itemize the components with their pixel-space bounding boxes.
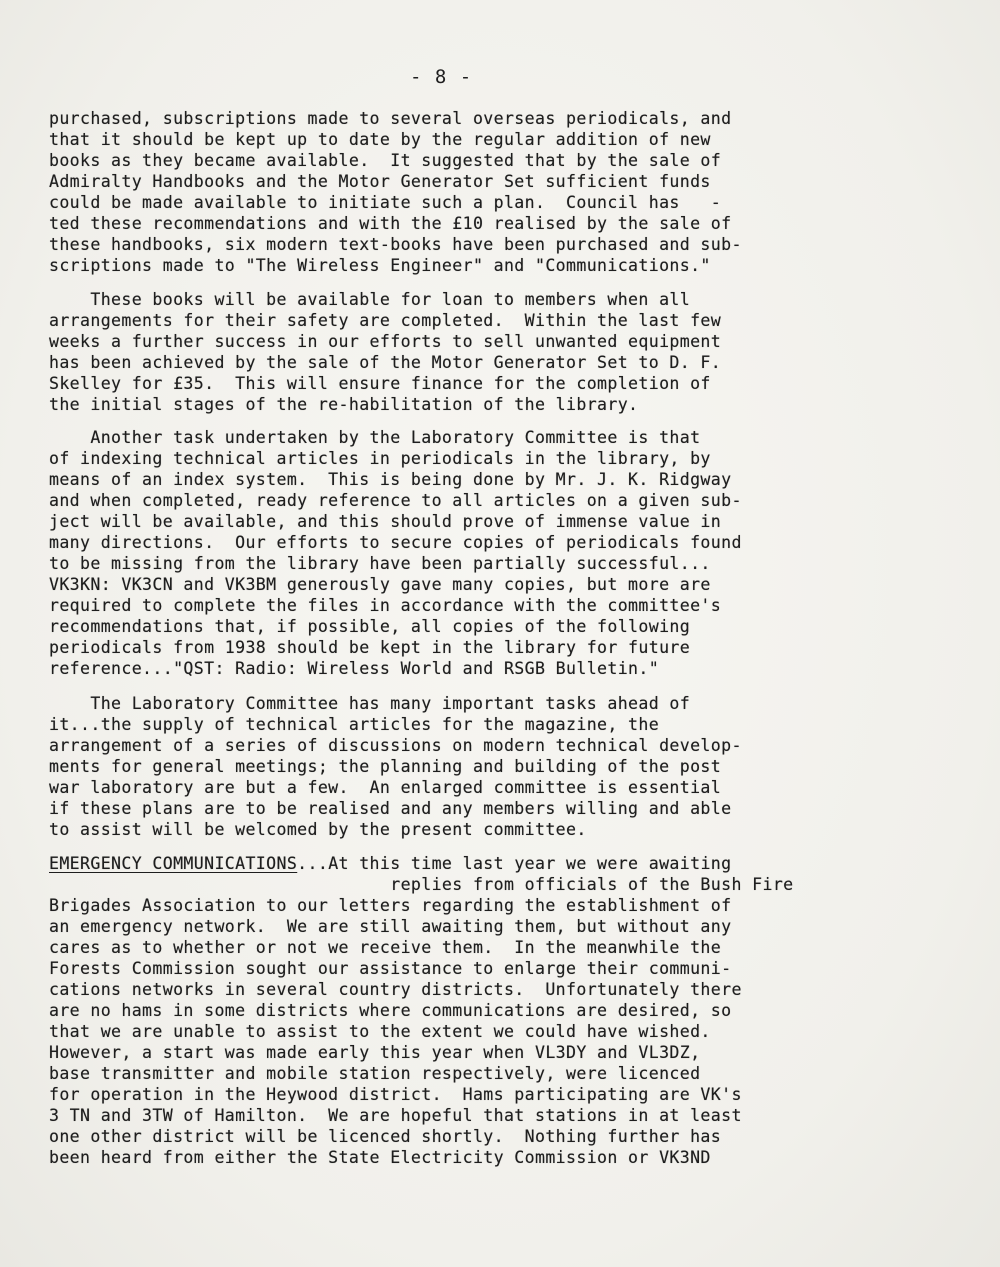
paragraph-5-line-9: However, a start was made early this year when VL3DY and VL3DZ, [49,1043,701,1062]
paragraph-1-line-7: these handbooks, six modern text-books have been purchased and sub- [49,235,742,254]
page-number: - 8 - [410,66,473,88]
paragraph-2-line-5: Skelley for £35. This will ensure finance for the completion of [49,374,711,393]
paragraph-5-line-13: one other district will be licenced shortly. Nothing further has [49,1127,722,1146]
paragraph-5-line-1: replies from officials of the Bush Fire [49,875,794,894]
paragraph-3-line-1: Another task undertaken by the Laboratory Committee is that [49,428,701,447]
paragraph-3-line-10: recommendations that, if possible, all copies of the following [49,617,691,636]
paragraph-2-line-1: These books will be available for loan to members when all [49,290,691,309]
paragraph-2-line-3: weeks a further success in our efforts to sell unwanted equipment [49,332,722,351]
paragraph-5-line-3: an emergency network. We are still awaiting them, but without any [49,917,732,936]
emergency-heading-line [49,854,731,874]
paragraph-3-line-7: to be missing from the library have been partially successful... [49,554,711,573]
paragraph-3-line-5: ject will be available, and this should prove of immense value in [49,512,722,531]
paragraph-5-line-2: Brigades Association to our letters regarding the establishment of [49,896,732,915]
paragraph-2-line-2: arrangements for their safety are completed. Within the last few [49,311,722,330]
paragraph-4-line-3: arrangement of a series of discussions on modern technical develop- [49,736,742,755]
paragraph-5-line-6: cations networks in several country districts. Unfortunately there [49,980,742,999]
paragraph-4-line-7: to assist will be welcomed by the present committee. [49,820,587,839]
paragraph-3-line-11: periodicals from 1938 should be kept in the library for future [49,638,691,657]
paragraph-4-line-1: The Laboratory Committee has many important tasks ahead of [49,694,691,713]
paragraph-3-line-2: of indexing technical articles in periodicals in the library, by [49,449,711,468]
paragraph-3-line-9: required to complete the files in accordance with the committee's [49,596,722,615]
paragraph-5-line-8: that we are unable to assist to the extent we could have wished. [49,1022,711,1041]
paragraph-4-line-5: war laboratory are but a few. An enlarged committee is essential [49,778,722,797]
paragraph-3-line-8: VK3KN: VK3CN and VK3BM generously gave many copies, but more are [49,575,711,594]
paragraph-5-line-11: for operation in the Heywood district. Hams participating are VK's [49,1085,742,1104]
paragraph-4-line-6: if these plans are to be realised and any members willing and able [49,799,732,818]
paragraph-1-line-2: that it should be kept up to date by the regular addition of new [49,130,711,149]
paragraph-3-line-4: and when completed, ready reference to all articles on a given sub- [49,491,742,510]
paragraph-1-line-4: Admiralty Handbooks and the Motor Generator Set sufficient funds [49,172,711,191]
paragraph-2-line-4: has been achieved by the sale of the Motor Generator Set to D. F. [49,353,722,372]
paragraph-5-line-12: 3 TN and 3TW of Hamilton. We are hopeful that stations in at least [49,1106,742,1125]
paragraph-5-line-7: are no hams in some districts where communications are desired, so [49,1001,732,1020]
emergency-communications-heading: EMERGENCY COMMUNICATIONS [49,854,298,873]
paragraph-1-line-3: books as they became available. It suggested that by the sale of [49,151,722,170]
paragraph-5-line-4: cares as to whether or not we receive them. In the meanwhile the [49,938,722,957]
paragraph-1-line-1: purchased, subscriptions made to several overseas periodicals, and [49,109,732,128]
paragraph-5-line-5: Forests Commission sought our assistance to enlarge their communi- [49,959,732,978]
paragraph-3-line-12: reference..."QST: Radio: Wireless World and RSGB Bulletin." [49,659,660,678]
paragraph-2-line-6: the initial stages of the re-habilitation of the library. [49,395,639,414]
paragraph-5-line-10: base transmitter and mobile station respectively, were licenced [49,1064,701,1083]
paragraph-3-line-3: means of an index system. This is being done by Mr. J. K. Ridgway [49,470,732,489]
paragraph-1-line-5: could be made available to initiate such a plan. Council has - [49,193,722,212]
paragraph-1-line-8: scriptions made to "The Wireless Engineer" and "Communications." [49,256,711,275]
paragraph-5-line-14: been heard from either the State Electricity Commission or VK3ND [49,1148,711,1167]
paragraph-4-line-4: ments for general meetings; the planning and building of the post [49,757,722,776]
paragraph-3-line-6: many directions. Our efforts to secure copies of periodicals found [49,533,742,552]
paragraph-4-line-2: it...the supply of technical articles for the magazine, the [49,715,660,734]
paragraph-1-line-6: ted these recommendations and with the £10 realised by the sale of [49,214,732,233]
emergency-heading-continuation: ...At this time last year we were awaiting [297,854,732,873]
